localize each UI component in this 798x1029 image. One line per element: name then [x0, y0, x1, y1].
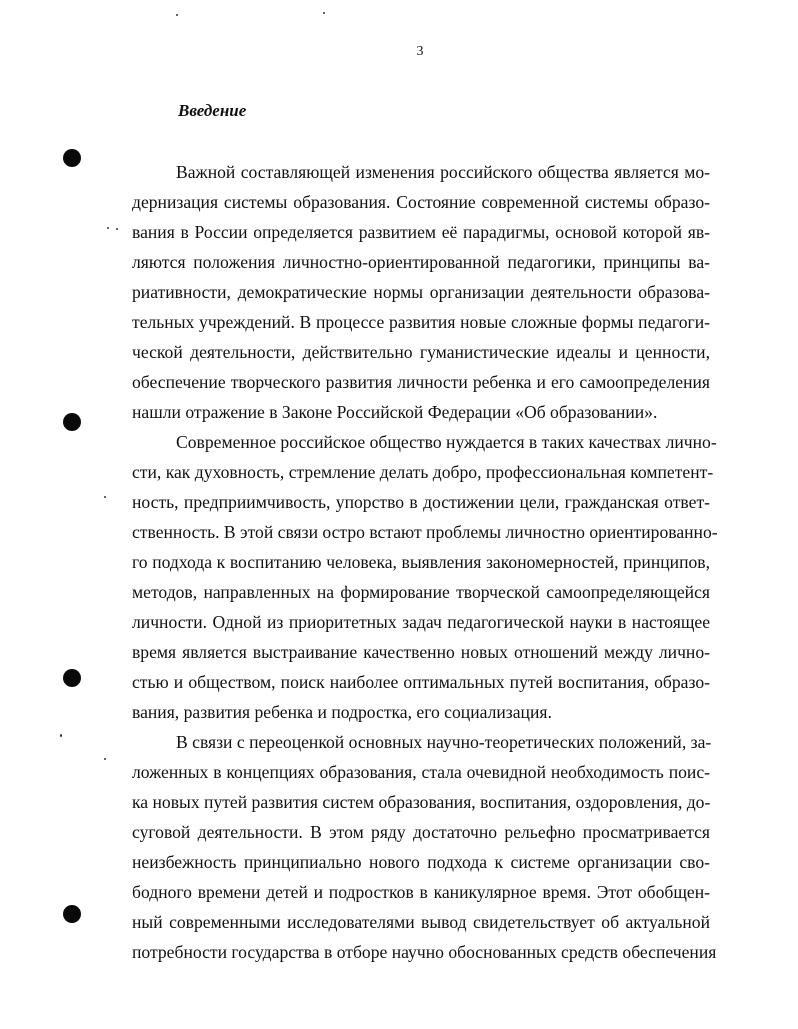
text-line: ность, предприимчивость, упорство в достижении цели, гражданская ответ-	[132, 492, 710, 512]
text-line: потребности государства в отборе научно обоснованных средств обеспечения	[132, 942, 717, 962]
scan-speck	[116, 228, 118, 230]
text-line: неизбежность принципиально нового подхода к системе организации сво-	[132, 852, 710, 872]
scan-speck	[60, 734, 62, 737]
text-line: вания в России определяется развитием её парадигмы, основой которой яв-	[132, 222, 710, 242]
scan-speck	[323, 12, 325, 14]
scan-speck	[104, 758, 106, 760]
text-line: ка новых путей развития систем образования, воспитания, оздоровления, до-	[132, 792, 711, 812]
text-line: методов, направленных на формирование творческой самоопределяющейся	[132, 582, 710, 602]
binder-hole	[63, 413, 81, 431]
page-number: 3	[416, 44, 424, 59]
text-line: ственность. В этой связи остро встают проблемы личностно ориентированно-	[132, 522, 718, 542]
text-line: суговой деятельности. В этом ряду достаточно рельефно просматривается	[132, 822, 710, 842]
text-line: Современное российское общество нуждается в таких качествах лично-	[176, 432, 717, 452]
text-line: В связи с переоценкой основных научно-теоретических положений, за-	[176, 732, 712, 752]
text-line: дернизация системы образования. Состояние современной системы образо-	[132, 192, 710, 212]
text-line: стью и обществом, поиск наиболее оптимальных путей воспитания, образо-	[132, 672, 710, 692]
binder-hole	[63, 669, 81, 687]
text-line: ляются положения личностно-ориентированной педагогики, принципы ва-	[132, 252, 710, 272]
text-line: ный современными исследователями вывод свидетельствует об актуальной	[132, 912, 710, 932]
binder-hole	[63, 905, 81, 923]
text-line: риативности, демократические нормы организации деятельности образова-	[132, 282, 710, 302]
scan-speck	[107, 227, 109, 229]
text-line: тельных учреждений. В процессе развития новые сложные формы педагоги-	[132, 312, 710, 332]
text-line: нашли отражение в Законе Российской Федерации «Об образовании».	[132, 402, 658, 422]
text-line: ческой деятельности, действительно гуманистические идеалы и ценности,	[132, 342, 710, 362]
scan-speck	[104, 496, 106, 498]
text-line: го подхода к воспитанию человека, выявления закономерностей, принципов,	[132, 552, 710, 572]
binder-hole	[63, 149, 81, 167]
text-line: бодного времени детей и подростков в каникулярное время. Этот обобщен-	[132, 882, 710, 902]
text-line: Важной составляющей изменения российского общества является мо-	[176, 162, 710, 182]
scan-speck	[176, 14, 178, 16]
section-heading: Введение	[178, 101, 247, 120]
text-line: сти, как духовность, стремление делать добро, профессиональная компетент-	[132, 462, 714, 482]
text-line: личности. Одной из приоритетных задач педагогической науки в настоящее	[132, 612, 710, 632]
text-line: вания, развития ребенка и подростка, его социализация.	[132, 702, 552, 722]
text-line: время является выстраивание качественно новых отношений между лично-	[132, 642, 710, 662]
text-line: ложенных в концепциях образования, стала очевидной необходимость поис-	[132, 762, 710, 782]
text-line: обеспечение творческого развития личности ребенка и его самоопределения	[132, 372, 710, 392]
